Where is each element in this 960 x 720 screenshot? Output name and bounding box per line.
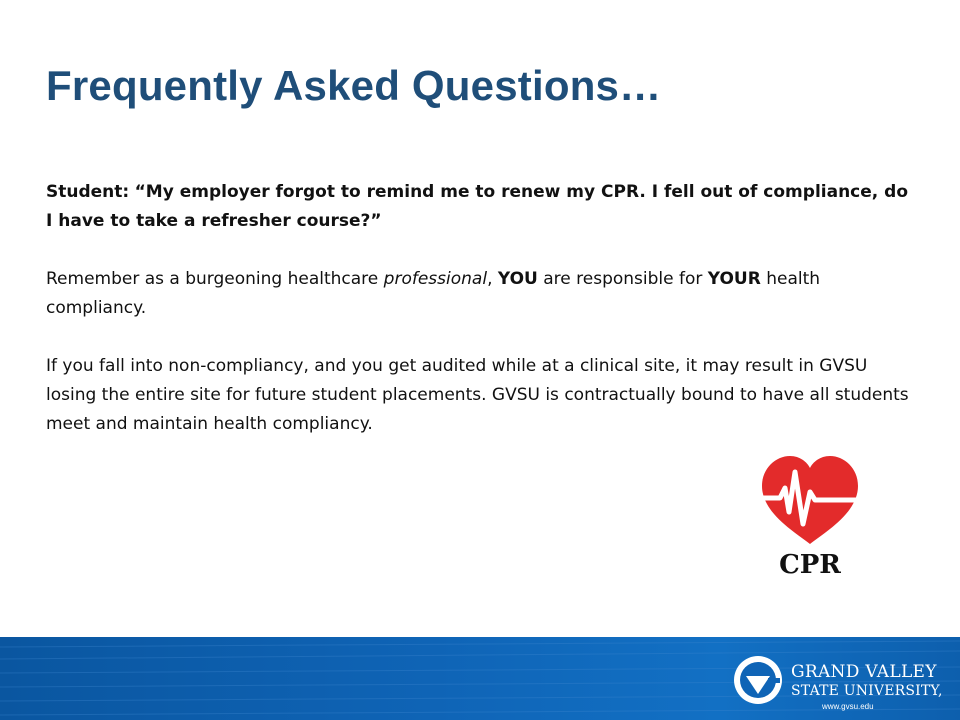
reminder-your: YOUR (707, 269, 761, 289)
gvsu-name-line1: GRAND VALLEY (791, 662, 937, 682)
reminder-text-4: health compliancy. (46, 269, 821, 318)
reminder-text-3: are responsible for (537, 269, 708, 289)
student-question (46, 178, 916, 236)
reminder-emphasis: professional (383, 269, 488, 289)
gvsu-name-line2: STATE UNIVERSITY, (791, 683, 943, 699)
question-text: “My employer forgot to remind me to renew my CPR. I fell out of compliance, do I have to take a refresher course?” (46, 182, 909, 231)
reminder-text-2: , (487, 269, 498, 289)
slide-title: Frequently Asked Questions… (46, 62, 662, 109)
reminder-you: YOU (497, 269, 538, 289)
consequence-paragraph: If you fall into non-compliancy, and you get audited while at a clinical site, it may result in GVSU losing the entire site for future student placements. GVSU is contractually bound to have all students meet and maintain health compliancy. (46, 356, 909, 434)
reminder-text-1: Remember as a burgeoning healthcare (46, 269, 384, 289)
gvsu-g-logo-icon (732, 654, 784, 706)
question-speaker: Student: (46, 182, 130, 202)
reminder-paragraph (46, 265, 916, 323)
slide-body (46, 178, 916, 439)
cpr-label: CPR (779, 550, 841, 580)
gvsu-url: www.gvsu.edu (822, 702, 874, 711)
